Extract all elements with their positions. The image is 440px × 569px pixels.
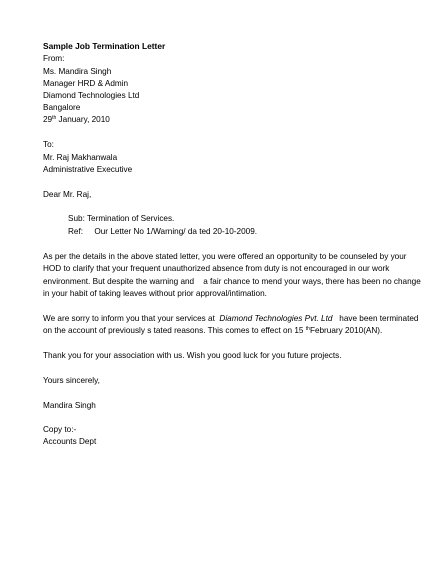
signature-name: Mandira Singh [43,401,96,410]
paragraph3: Thank you for your association with us. Wish you good luck for you future projects. [43,351,342,360]
paragraph1-line1: As per the details in the above stated letter, you were offered an opportunity to be counseled by your [43,252,407,261]
letter-title: Sample Job Termination Letter [43,41,166,51]
paragraph2-line1 [43,313,418,325]
to-label: To: [43,140,54,149]
copy-label: Copy to:- [43,425,77,434]
sender-company: Diamond Technologies Ltd [43,91,140,100]
company-name-italic: Diamond Technologies Pvt. Ltd [219,314,333,323]
date-rest: January, 2010 [56,115,110,124]
sender-city: Bangalore [43,103,81,112]
from-label: From: [43,54,65,63]
subject-line: Sub: Termination of Services. [68,214,175,223]
reference-line: Ref: Our Letter No 1/Warning/ da ted 20-10-2009. [68,227,258,236]
closing: Yours sincerely, [43,376,100,385]
sender-position: Manager HRD & Admin [43,79,129,88]
effective-date-suffix: th [305,326,310,332]
paragraph1-line2: HOD to clarify that your frequent unauthorized absence from duty is not encouraged in our work [43,264,390,273]
salutation: Dear Mr. Raj, [43,190,92,199]
date-day: 29 [43,115,53,124]
paragraph2-line2 [43,325,382,337]
paragraph1-line3: environment. But despite the warning and a fair chance to mend your ways, there has been no change [43,277,421,286]
copy-to: Accounts Dept [43,437,97,446]
paragraph2-line2-text-b: February 2010(AN). [309,326,383,335]
paragraph1-line4: in your habit of taking leaves without prior approval/intimation. [43,289,267,298]
letter-date [43,114,110,126]
recipient-name: Mr. Raj Makhanwala [43,153,118,162]
paragraph2-line1-text-a: We are sorry to inform you that your services at [43,314,220,323]
recipient-position: Administrative Executive [43,165,133,174]
date-suffix: th [52,115,57,121]
paragraph2-line2-text-a: on the account of previously s tated reasons. This comes to effect on 15 [43,326,306,335]
paragraph2-line1-text-b: have been terminated [332,314,419,323]
sender-name: Ms. Mandira Singh [43,67,112,76]
